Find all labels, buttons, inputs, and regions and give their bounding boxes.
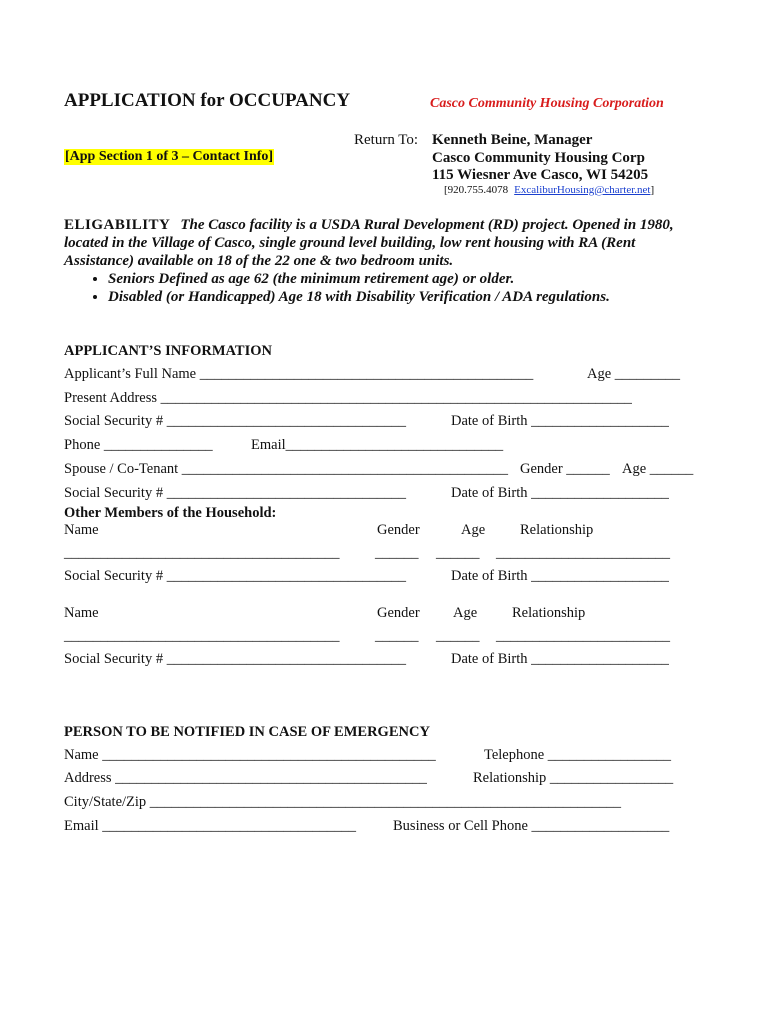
member2-ssn-field[interactable]: Social Security # _________________________________ [64, 651, 406, 667]
return-to-label: Return To: [354, 132, 419, 148]
member2-relationship-field[interactable]: ________________________ [496, 628, 670, 644]
member1-name-field[interactable]: ______________________________________ [64, 545, 340, 561]
emergency-telephone-field[interactable]: Telephone _________________ [484, 747, 672, 763]
member2-dob-field[interactable]: Date of Birth ___________________ [451, 651, 669, 667]
applicant-age-field[interactable]: Age _________ [587, 366, 681, 382]
member2-gender-label: Gender [377, 605, 420, 621]
member2-name-label: Name [64, 605, 99, 621]
organization-name: Casco Community Housing Corporation [430, 96, 664, 111]
member2-age-field[interactable]: ______ [436, 628, 480, 644]
emergency-address-field[interactable]: Address ___________________________________________ [64, 770, 427, 786]
emergency-email-field[interactable]: Email ___________________________________ [64, 818, 357, 834]
spouse-ssn-field[interactable]: Social Security # _________________________________ [64, 485, 406, 501]
emergency-heading: PERSON TO BE NOTIFIED IN CASE OF EMERGENCY [64, 724, 430, 740]
eligibility-bullet-disabled: • Disabled (or Handicapped) Age 18 with Disability Verification / ADA regulations. [108, 288, 694, 306]
contact-email-link[interactable]: ExcaliburHousing@charter.net [514, 184, 651, 196]
member2-relationship-label: Relationship [512, 605, 586, 621]
member1-relationship-label: Relationship [520, 522, 594, 538]
contact-line [444, 184, 654, 196]
contact-close: ] [650, 184, 655, 196]
eligibility-text: The Casco facility is a USDA Rural Development (RD) project. Opened in 1980, located in the Village of Casco, single ground level building, low rent housing with RA (Rent Assistance) available on 18 of the 22 one & two bedroom units. [64, 217, 674, 269]
applicant-email-field[interactable]: Email______________________________ [251, 437, 504, 453]
member1-gender-field[interactable]: ______ [375, 545, 419, 561]
present-address-field[interactable]: Present Address _________________________________________________________________ [64, 390, 632, 406]
eligibility-list [64, 270, 694, 306]
return-line-corp: Casco Community Housing Corp [432, 150, 645, 166]
emergency-name-field[interactable]: Name ______________________________________________ [64, 747, 436, 763]
member1-dob-field[interactable]: Date of Birth ___________________ [451, 568, 669, 584]
applicant-dob-field[interactable]: Date of Birth ___________________ [451, 413, 669, 429]
contact-phone: [920.755.4078 [444, 184, 509, 196]
spouse-dob-field[interactable]: Date of Birth ___________________ [451, 485, 669, 501]
spouse-gender-field[interactable]: Gender ______ [520, 461, 610, 477]
other-members-heading: Other Members of the Household: [64, 505, 277, 521]
applicant-ssn-field[interactable]: Social Security # _________________________________ [64, 413, 406, 429]
return-line-manager: Kenneth Beine, Manager [432, 132, 593, 148]
emergency-business-phone-field[interactable]: Business or Cell Phone ___________________ [393, 818, 670, 834]
eligibility-heading: ELIGABILITY [64, 217, 171, 233]
section-tag: [App Section 1 of 3 – Contact Info] [65, 149, 274, 164]
member2-age-label: Age [453, 605, 478, 621]
member2-gender-field[interactable]: ______ [375, 628, 419, 644]
applicant-full-name-field[interactable]: Applicant’s Full Name ______________________________________________ [64, 366, 534, 382]
member1-ssn-field[interactable]: Social Security # _________________________________ [64, 568, 406, 584]
spouse-age-field[interactable]: Age ______ [622, 461, 694, 477]
emergency-relationship-field[interactable]: Relationship _________________ [473, 770, 674, 786]
member1-age-label: Age [461, 522, 486, 538]
member1-relationship-field[interactable]: ________________________ [496, 545, 670, 561]
eligibility-bullet-seniors: • Seniors Defined as age 62 (the minimum retirement age) or older. [108, 270, 694, 288]
page-title: APPLICATION for OCCUPANCY [64, 90, 351, 111]
member1-name-label: Name [64, 522, 99, 538]
eligibility-section [64, 216, 694, 306]
applicant-phone-field[interactable]: Phone _______________ [64, 437, 213, 453]
spouse-field[interactable]: Spouse / Co-Tenant _____________________________________________ [64, 461, 509, 477]
member1-age-field[interactable]: ______ [436, 545, 480, 561]
emergency-city-field[interactable]: City/State/Zip _________________________________________________________________ [64, 794, 622, 810]
applicant-heading: APPLICANT’S INFORMATION [64, 343, 272, 359]
member1-gender-label: Gender [377, 522, 420, 538]
return-line-address: 115 Wiesner Ave Casco, WI 54205 [432, 167, 649, 183]
member2-name-field[interactable]: ______________________________________ [64, 628, 340, 644]
